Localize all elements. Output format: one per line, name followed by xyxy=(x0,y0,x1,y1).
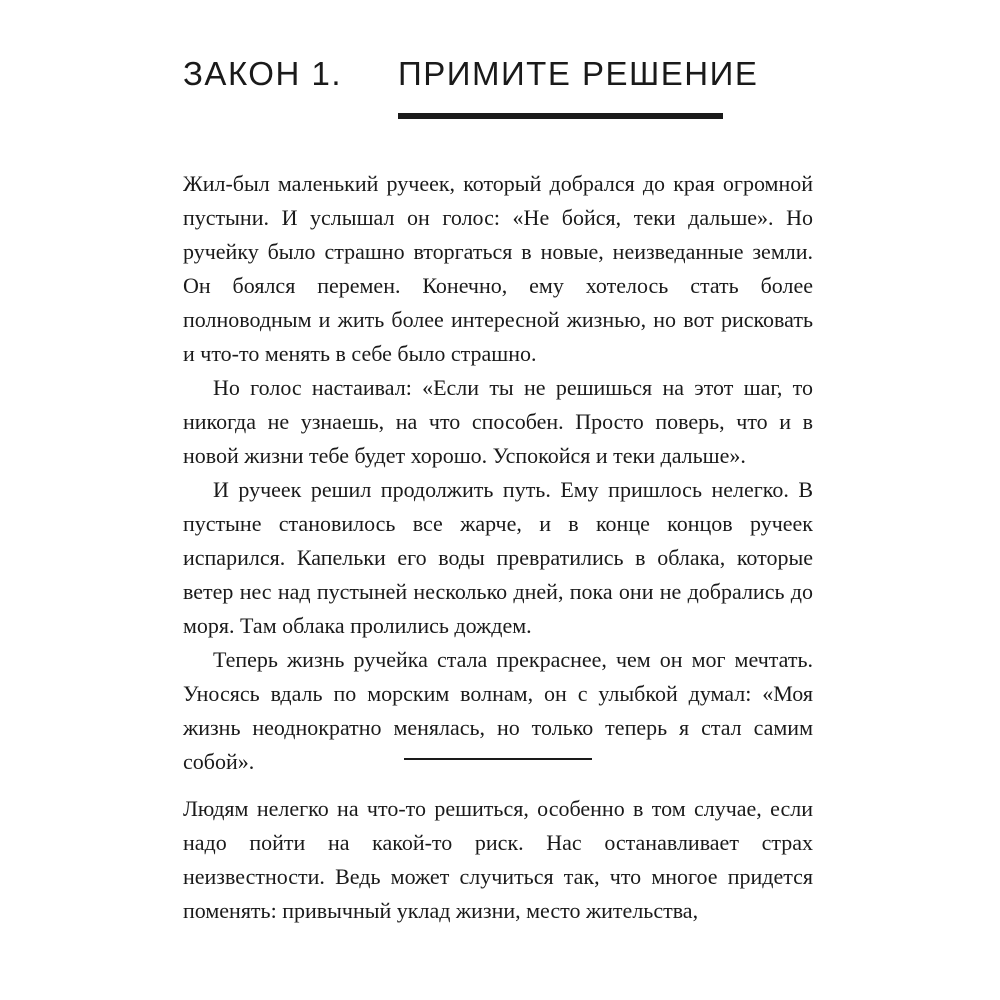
commentary-section xyxy=(183,792,813,928)
story-paragraph-1: Жил-был маленький ручеек, который добрался до края огромной пустыни. И услышал он голос: «Не бойся, теки дальше». Но ручейку было страшно вторгаться в новые, неизведанные земли. Он боялся перемен. Конечно, ему хотелось стать более полноводным и жить более интересной жизнью, но вот рисковать и что-то менять в себе было страшно. xyxy=(183,171,813,366)
commentary-paragraph-1: Людям нелегко на что-то решиться, особенно в том случае, если надо пойти на какой-то риск. Нас останавливает страх неизвестности. Ведь может случиться так, что многое придется поменять: привычный уклад жизни, место жительства, xyxy=(183,796,813,923)
chapter-title: ПРИМИТЕ РЕШЕНИЕ xyxy=(398,55,759,92)
story-paragraph-2: Но голос настаивал: «Если ты не решишься на этот шаг, то никогда не узнаешь, на что способен. Просто поверь, что и в новой жизни тебе будет хорошо. Успокойся и теки дальше». xyxy=(183,375,813,468)
title-underline xyxy=(398,113,723,119)
section-divider xyxy=(404,758,592,760)
chapter-label: ЗАКОН 1. xyxy=(183,55,342,92)
story-section xyxy=(183,167,813,779)
story-paragraph-4: Теперь жизнь ручейка стала прекраснее, чем он мог мечтать. Уносясь вдаль по морским волнам, он с улыбкой думал: «Моя жизнь неоднократно менялась, но только теперь я стал самим собой». xyxy=(183,647,813,774)
story-paragraph-3: И ручеек решил продолжить путь. Ему пришлось нелегко. В пустыне становилось все жарче, и в конце концов ручеек испарился. Капельки его воды превратились в облака, которые ветер нес над пустыней несколько дней, пока они не добрались до моря. Там облака пролились дождем. xyxy=(183,477,813,638)
